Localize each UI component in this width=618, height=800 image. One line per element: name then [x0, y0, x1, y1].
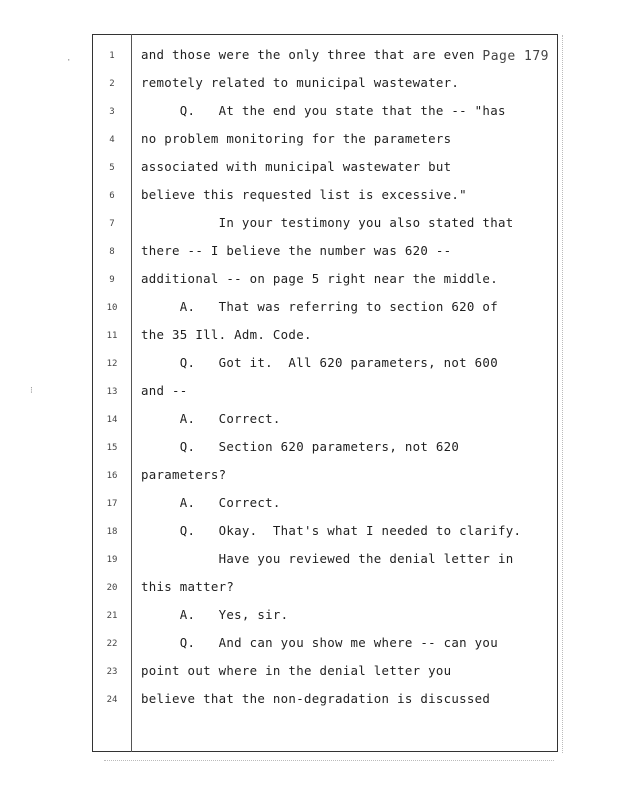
line-text: Q. Section 620 parameters, not 620 [141, 439, 460, 454]
transcript-line [93, 663, 559, 683]
line-number: 5 [109, 163, 115, 173]
transcript-line [93, 271, 559, 291]
line-number: 13 [106, 387, 118, 397]
transcript-line [93, 327, 559, 347]
line-number-rule [131, 34, 132, 752]
line-text: A. Correct. [141, 495, 281, 510]
line-text: additional -- on page 5 right near the middle. [141, 271, 498, 286]
line-number: 10 [106, 303, 118, 313]
transcript-line [93, 607, 559, 627]
line-number: 16 [106, 471, 118, 481]
transcript-line [93, 159, 559, 179]
line-text: point out where in the denial letter you [141, 663, 452, 678]
transcript-line [93, 551, 559, 571]
line-number: 20 [106, 583, 118, 593]
transcript-page [92, 34, 558, 752]
line-number: 18 [106, 527, 118, 537]
page-number: Page 179 [482, 49, 549, 64]
bottom-scan-marks [104, 760, 554, 761]
line-text: Q. Okay. That's what I needed to clarify. [141, 523, 522, 538]
line-text: this matter? [141, 579, 235, 594]
line-text: the 35 Ill. Adm. Code. [141, 327, 312, 342]
line-text: A. Yes, sir. [141, 607, 289, 622]
transcript-line [93, 411, 559, 431]
line-text: believe that the non-degradation is discussed [141, 691, 491, 706]
line-text: believe this requested list is excessive." [141, 187, 467, 202]
line-text: and those were the only three that are even [141, 47, 475, 62]
line-number: 21 [106, 611, 118, 621]
line-text: A. Correct. [141, 411, 281, 426]
transcript-line [93, 187, 559, 207]
transcript-line [93, 103, 559, 123]
transcript-line [93, 523, 559, 543]
line-number: 9 [109, 275, 115, 285]
line-number: 23 [106, 667, 118, 677]
transcript-line [93, 635, 559, 655]
margin-mark: · [66, 56, 72, 66]
transcript-line [93, 131, 559, 151]
transcript-line [93, 215, 559, 235]
transcript-line [93, 439, 559, 459]
line-text: Have you reviewed the denial letter in [141, 551, 514, 566]
line-text: there -- I believe the number was 620 -- [141, 243, 452, 258]
transcript-line [93, 243, 559, 263]
line-text: Q. Got it. All 620 parameters, not 600 [141, 355, 498, 370]
transcript-line [93, 579, 559, 599]
line-text: parameters? [141, 467, 227, 482]
line-number: 7 [109, 219, 115, 229]
line-text: associated with municipal wastewater but [141, 159, 452, 174]
margin-mark: ⁝ [30, 386, 33, 396]
transcript-line [93, 299, 559, 319]
transcript-line [93, 467, 559, 487]
line-text: Q. At the end you state that the -- "has [141, 103, 506, 118]
line-text: Q. And can you show me where -- can you [141, 635, 498, 650]
line-number: 11 [106, 331, 118, 341]
transcript-line [93, 495, 559, 515]
line-number: 19 [106, 555, 118, 565]
line-text: no problem monitoring for the parameters [141, 131, 452, 146]
line-text: A. That was referring to section 620 of [141, 299, 498, 314]
line-number: 2 [109, 79, 115, 89]
line-number: 3 [109, 107, 115, 117]
transcript-line [93, 75, 559, 95]
line-number: 24 [106, 695, 118, 705]
transcript-line [93, 355, 559, 375]
line-number: 6 [109, 191, 115, 201]
line-number: 12 [106, 359, 118, 369]
line-number: 14 [106, 415, 118, 425]
line-number: 1 [109, 51, 115, 61]
line-text: In your testimony you also stated that [141, 215, 514, 230]
line-text: and -- [141, 383, 188, 398]
line-number: 8 [109, 247, 115, 257]
transcript-line [93, 383, 559, 403]
line-number: 22 [106, 639, 118, 649]
line-number: 17 [106, 499, 118, 509]
line-number: 4 [109, 135, 115, 145]
transcript-line [93, 691, 559, 711]
line-number: 15 [106, 443, 118, 453]
transcript-line [93, 47, 559, 67]
line-text: remotely related to municipal wastewater. [141, 75, 460, 90]
